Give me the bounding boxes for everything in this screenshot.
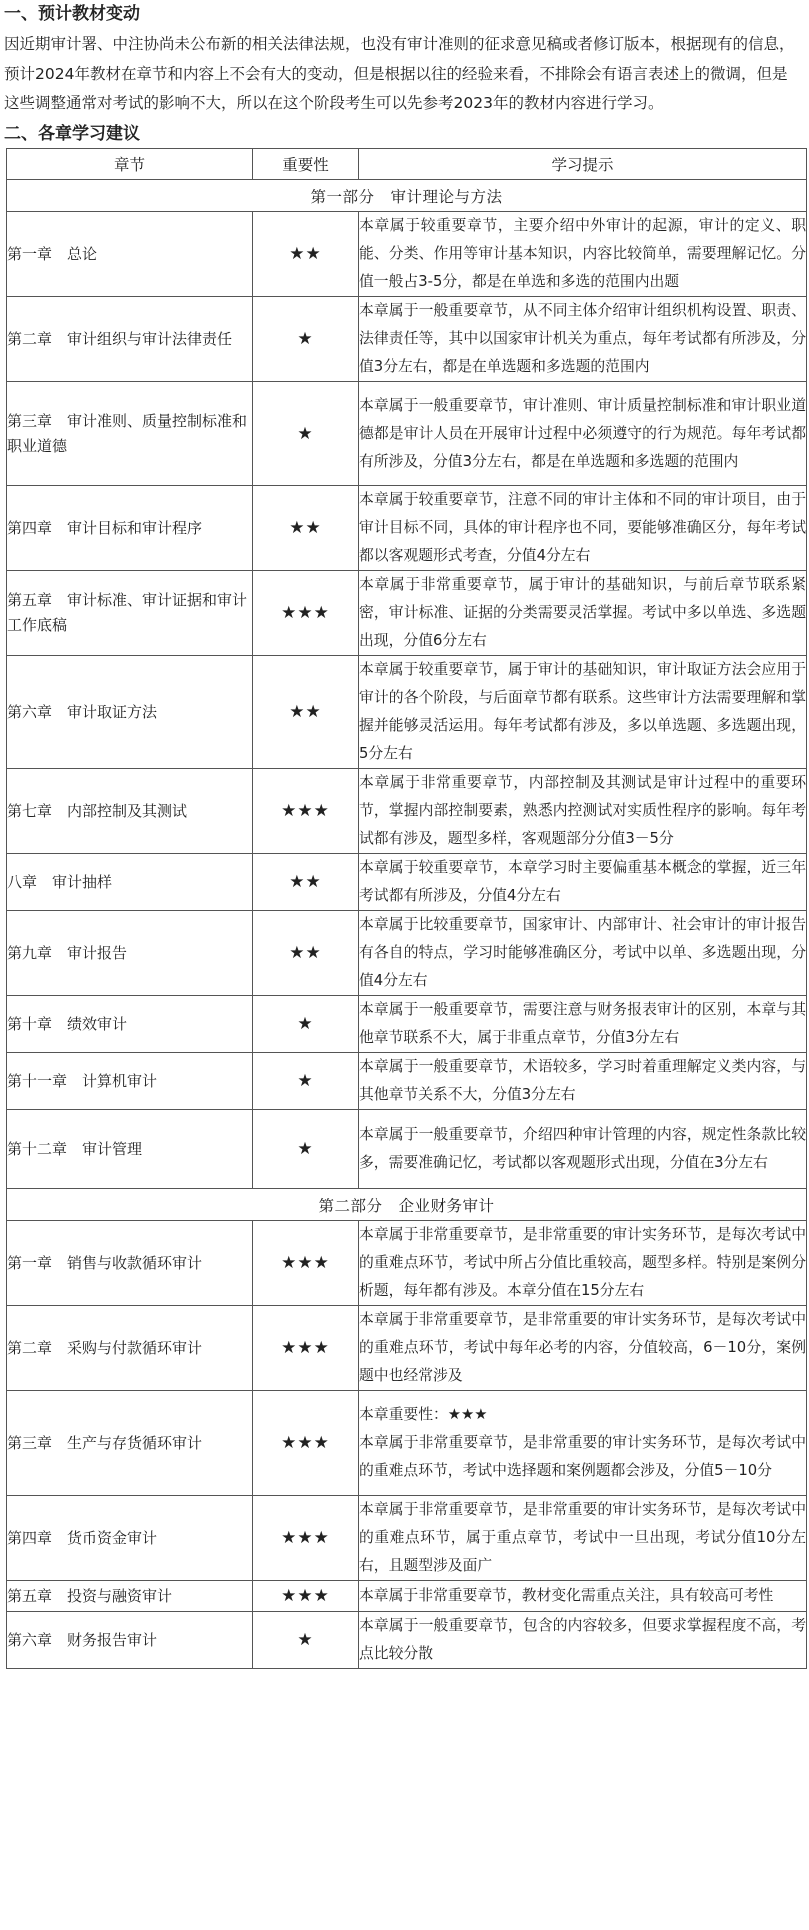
importance-stars: ★	[253, 1053, 359, 1110]
chapter-cell: 第三章 生产与存货循环审计	[7, 1391, 253, 1496]
importance-stars: ★★★	[253, 769, 359, 854]
study-tip-cell: 本章属于较重要章节，注意不同的审计主体和不同的审计项目，由于审计目标不同，具体的审计程序也不同，要能够准确区分，每年考试都以客观题形式考查，分值4分左右	[359, 486, 807, 571]
chapter-cell: 第五章 投资与融资审计	[7, 1581, 253, 1612]
table-row	[7, 571, 807, 656]
part-header-row	[7, 1189, 807, 1221]
table-body	[7, 180, 807, 1669]
importance-stars: ★	[253, 297, 359, 382]
table-row	[7, 1391, 807, 1496]
table-row	[7, 854, 807, 911]
table-row	[7, 656, 807, 769]
chapter-cell: 第六章 审计取证方法	[7, 656, 253, 769]
section-heading-chapter-advice: 二、各章学习建议	[4, 124, 140, 144]
study-tip-cell: 本章属于较重要章节，属于审计的基础知识，审计取证方法会应用于审计的各个阶段，与后面章节都有联系。这些审计方法需要理解和掌握并能够灵活运用。每年考试都有涉及，多以单选题、多选题出现，5分左右	[359, 656, 807, 769]
study-tip-cell: 本章属于较重要章节，主要介绍中外审计的起源，审计的定义、职能、分类、作用等审计基本知识，内容比较简单，需要理解记忆。分值一般占3-5分，都是在单选和多选的范围内出题	[359, 212, 807, 297]
chapter-cell: 第四章 审计目标和审计程序	[7, 486, 253, 571]
table-row	[7, 1053, 807, 1110]
table-row	[7, 1306, 807, 1391]
chapter-cell: 第一章 总论	[7, 212, 253, 297]
header-study-tips: 学习提示	[359, 149, 807, 180]
importance-stars: ★★★	[253, 571, 359, 656]
part-header-row	[7, 180, 807, 212]
header-chapter: 章节	[7, 149, 253, 180]
table-row	[7, 911, 807, 996]
study-tip-cell: 本章属于一般重要章节，从不同主体介绍审计组织机构设置、职责、法律责任等，其中以国家审计机关为重点，每年考试都有所涉及，分值3分左右，都是在单选题和多选题的范围内	[359, 297, 807, 382]
chapter-cell: 第四章 货币资金审计	[7, 1496, 253, 1581]
importance-stars: ★★★	[253, 1306, 359, 1391]
importance-stars: ★★★	[253, 1581, 359, 1612]
part-title: 第一部分 审计理论与方法	[7, 180, 807, 212]
table-row	[7, 1110, 807, 1189]
table-row	[7, 486, 807, 571]
table-row	[7, 1581, 807, 1612]
study-tip-cell: 本章属于非常重要章节，内部控制及其测试是审计过程中的重要环节，掌握内部控制要素，熟悉内控测试对实质性程序的影响。每年考试都有涉及，题型多样，客观题部分分值3－5分	[359, 769, 807, 854]
study-tip-cell: 本章属于非常重要章节，是非常重要的审计实务环节，是每次考试中的重难点环节，考试中每年必考的内容，分值较高，6－10分，案例题中也经常涉及	[359, 1306, 807, 1391]
study-tip-cell: 本章属于非常重要章节，属于审计的基础知识，与前后章节联系紧密，审计标准、证据的分类需要灵活掌握。考试中多以单选、多选题出现，分值6分左右	[359, 571, 807, 656]
table-row	[7, 297, 807, 382]
table-row	[7, 1221, 807, 1306]
importance-stars: ★★	[253, 854, 359, 911]
chapter-cell: 第二章 采购与付款循环审计	[7, 1306, 253, 1391]
chapter-cell: 八章 审计抽样	[7, 854, 253, 911]
importance-stars: ★★★	[253, 1391, 359, 1496]
header-importance: 重要性	[253, 149, 359, 180]
table-row	[7, 996, 807, 1053]
study-tip-cell: 本章属于非常重要章节，是非常重要的审计实务环节，是每次考试中的重难点环节，属于重点章节，考试中一旦出现，考试分值10分左右，且题型涉及面广	[359, 1496, 807, 1581]
table-row	[7, 1496, 807, 1581]
importance-stars: ★	[253, 382, 359, 486]
importance-stars: ★	[253, 1612, 359, 1669]
chapter-cell: 第十二章 审计管理	[7, 1110, 253, 1189]
importance-stars: ★★★	[253, 1496, 359, 1581]
study-tip-cell: 本章属于一般重要章节，审计准则、审计质量控制标准和审计职业道德都是审计人员在开展审计过程中必须遵守的行为规范。每年考试都有所涉及，分值3分左右，都是在单选题和多选题的范围内	[359, 382, 807, 486]
chapter-cell: 第一章 销售与收款循环审计	[7, 1221, 253, 1306]
study-tip-cell: 本章属于较重要章节，本章学习时主要偏重基本概念的掌握，近三年考试都有所涉及，分值4分左右	[359, 854, 807, 911]
table-row	[7, 212, 807, 297]
chapter-cell: 第五章 审计标准、审计证据和审计工作底稿	[7, 571, 253, 656]
study-tip-cell: 本章属于一般重要章节，需要注意与财务报表审计的区别，本章与其他章节联系不大，属于非重点章节，分值3分左右	[359, 996, 807, 1053]
study-tip-cell: 本章重要性：★★★ 本章属于非常重要章节，是非常重要的审计实务环节，是每次考试中的重难点环节，考试中选择题和案例题都会涉及，分值5－10分	[359, 1391, 807, 1496]
study-tip-cell: 本章属于一般重要章节，术语较多，学习时着重理解定义类内容，与其他章节关系不大，分值3分左右	[359, 1053, 807, 1110]
section-heading-textbook-changes: 一、预计教材变动	[4, 4, 140, 24]
importance-stars: ★	[253, 1110, 359, 1189]
chapter-cell: 第二章 审计组织与审计法律责任	[7, 297, 253, 382]
chapter-cell: 第九章 审计报告	[7, 911, 253, 996]
importance-stars: ★★	[253, 212, 359, 297]
importance-stars: ★★	[253, 656, 359, 769]
study-tip-cell: 本章属于非常重要章节，是非常重要的审计实务环节，是每次考试中的重难点环节，考试中所占分值比重较高，题型多样。特别是案例分析题，每年都有涉及。本章分值在15分左右	[359, 1221, 807, 1306]
chapter-cell: 第七章 内部控制及其测试	[7, 769, 253, 854]
study-advice-table	[6, 148, 807, 1669]
chapter-cell: 第十一章 计算机审计	[7, 1053, 253, 1110]
importance-stars: ★	[253, 996, 359, 1053]
study-table-container	[6, 148, 805, 1669]
chapter-cell: 第三章 审计准则、质量控制标准和职业道德	[7, 382, 253, 486]
study-tip-cell: 本章属于一般重要章节，包含的内容较多，但要求掌握程度不高，考点比较分散	[359, 1612, 807, 1669]
table-row	[7, 1612, 807, 1669]
study-tip-cell: 本章属于比较重要章节，国家审计、内部审计、社会审计的审计报告有各自的特点，学习时能够准确区分，考试中以单、多选题出现，分值4分左右	[359, 911, 807, 996]
table-row	[7, 382, 807, 486]
study-tip-cell: 本章属于一般重要章节，介绍四种审计管理的内容，规定性条款比较多，需要准确记忆，考试都以客观题形式出现，分值在3分左右	[359, 1110, 807, 1189]
table-header-row	[7, 149, 807, 180]
importance-stars: ★★	[253, 911, 359, 996]
table-row	[7, 769, 807, 854]
part-title: 第二部分 企业财务审计	[7, 1189, 807, 1221]
importance-stars: ★★★	[253, 1221, 359, 1306]
chapter-cell: 第十章 绩效审计	[7, 996, 253, 1053]
study-tip-cell: 本章属于非常重要章节，教材变化需重点关注，具有较高可考性	[359, 1581, 807, 1612]
textbook-changes-paragraph: 因近期审计署、中注协尚未公布新的相关法律法规，也没有审计准则的征求意见稿或者修订版本，根据现有的信息，预计2024年教材在章节和内容上不会有大的变动，但是根据以往的经验来看，不排除会有语言表述上的微调，但是这些调整通常对考试的影响不大，所以在这个阶段考生可以先参考2023年的教材内容进行学习。	[4, 35, 795, 112]
chapter-cell: 第六章 财务报告审计	[7, 1612, 253, 1669]
importance-stars: ★★	[253, 486, 359, 571]
